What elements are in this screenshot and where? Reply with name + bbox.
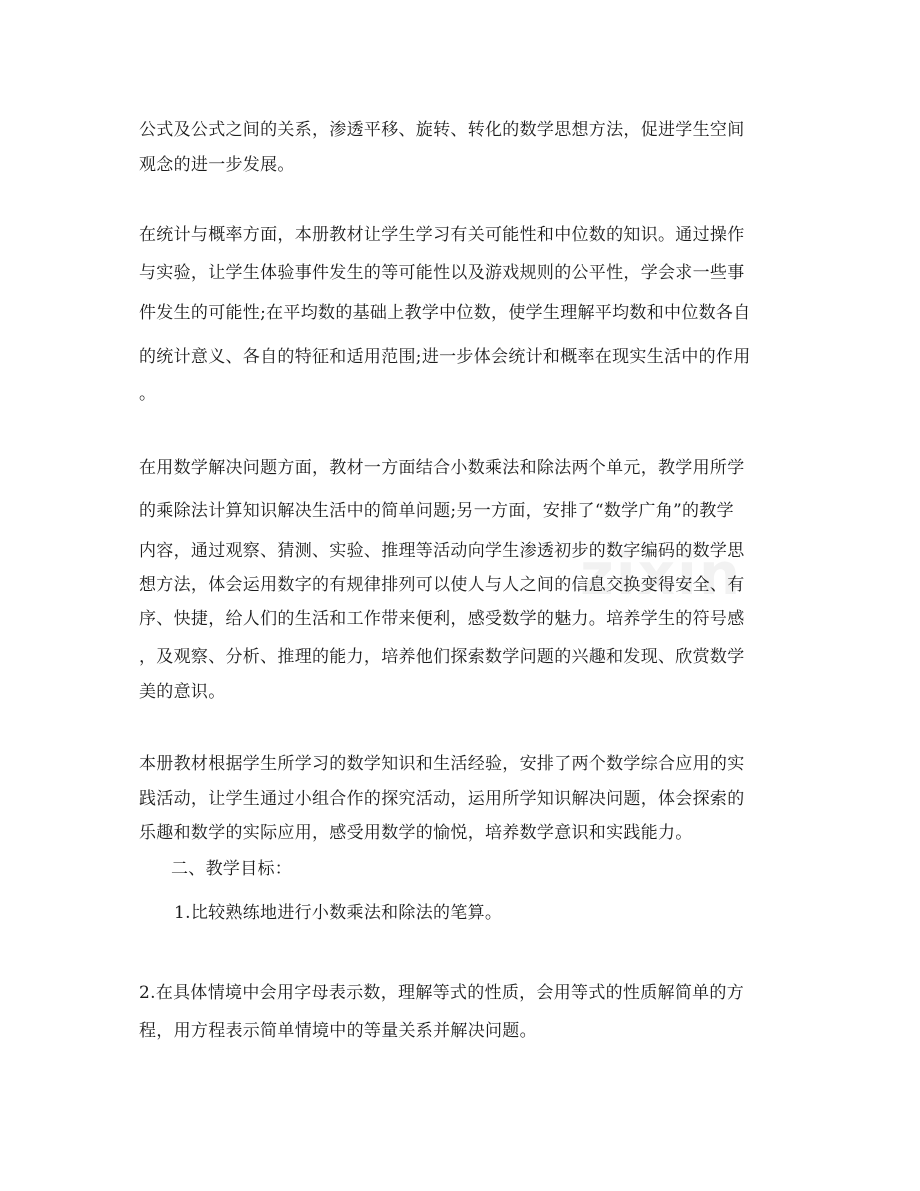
text-line: ，及观察、分析、推理的能力，培养他们探索数学问题的兴趣和发现、欣赏数学 [139,647,745,667]
list-item: 2.在具体情境中会用字母表示数，理解等式的性质，会用等式的性质解简单的方 [139,983,745,1003]
text-line: 在用数学解决问题方面，教材一方面结合小数乘法和除法两个单元，教学用所学 [139,458,745,478]
watermark: zixin [580,540,743,608]
text-line: 观念的进一步发展。 [139,155,295,175]
text-line: 在统计与概率方面，本册教材让学生学习有关可能性和中位数的知识。通过操作 [139,225,745,245]
text-line: 本册教材根据学生所学习的数学知识和生活经验，安排了两个数学综合应用的实 [139,754,745,774]
text-line: 序、快捷，给人们的生活和工作带来便利，感受数学的魅力。培养学生的符号感 [139,609,745,629]
list-item: 1.比较熟练地进行小数乘法和除法的笔算。 [174,903,503,923]
text-line: 程，用方程表示简单情境中的等量关系并解决问题。 [139,1021,537,1041]
text-line: 。 [139,384,157,404]
text-line: 的乘除法计算知识解决生活中的简单问题;另一方面，安排了“数学广角”的教学 [139,501,734,521]
text-line: 践活动，让学生通过小组合作的探究活动，运用所学知识解决问题，体会探索的 [139,789,745,809]
text-line: 内容，通过观察、猜测、实验、推理等活动向学生渗透初步的数字编码的数学思 [139,541,745,561]
text-line: 与实验，让学生体验事件发生的等可能性以及游戏规则的公平性，学会求一些事 [139,263,745,283]
section-heading: 二、教学目标： [171,859,293,879]
text-line: 公式及公式之间的关系，渗透平移、旋转、转化的数学思想方法，促进学生空间 [139,120,745,140]
text-line: 的统计意义、各自的特征和适用范围;进一步体会统计和概率在现实生活中的作用 [139,347,751,367]
text-line: 想方法，体会运用数字的有规律排列可以使人与人之间的信息交换变得安全、有 [139,575,745,595]
text-line: 件发生的可能性;在平均数的基础上教学中位数，使学生理解平均数和中位数各自 [139,303,751,323]
text-line: 乐趣和数学的实际应用，感受用数学的愉悦，培养数学意识和实践能力。 [139,823,693,843]
text-line: 美的意识。 [139,682,226,702]
